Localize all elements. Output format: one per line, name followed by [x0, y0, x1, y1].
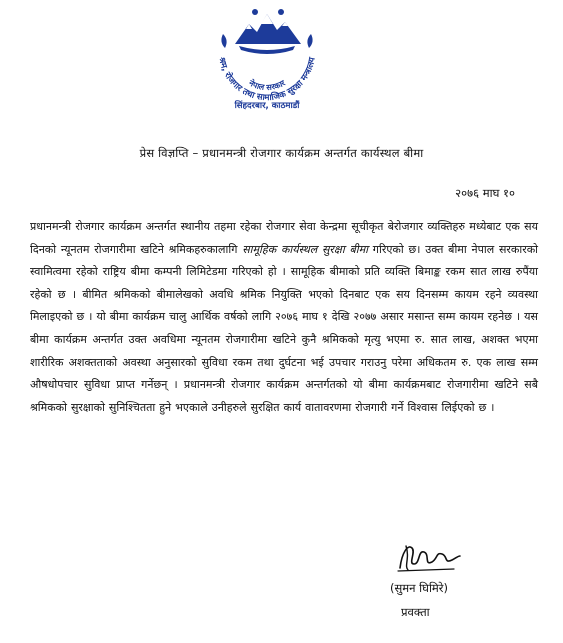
signatory-name: (सुमन घिमिरे) — [390, 581, 448, 595]
emblem-government-text: नेपाल सरकार — [247, 78, 287, 93]
svg-text:श्रम, रोजगार तथा सामाजिक सुरक् — [216, 56, 318, 104]
nepal-government-emblem-icon — [205, 4, 330, 114]
svg-text:नेपाल सरकार — [246, 77, 287, 92]
signatory-title: प्रवक्ता — [401, 605, 430, 619]
body-text-part-2: गरिएको छ। उक्त बीमा नेपाल सरकारको स्वामित्वमा रहेको राष्ट्रिय बीमा कम्पनी लिमिटेडमा गरिएको हो । सामूहिक बीमाको प्रति व्यक्ति बिमाङ्क रकम सात लाख रुपैंया रहेको छ । बीमित श्रमिकको बीमालेखको अवधि श्रमिक नियुक्ति भएको दिनबाट एक सय दिनसम्म कायम रहने व्यवस्था मिलाइएको छ । यो बीमा कार्यक्रम चालु आर्थिक वर्षको लागि २०७६ माघ १ देखि २०७७ असार मसान्त सम्म कायम रहनेछ । यस बीमा कार्यक्रम अन्तर्गत उक्त अवधिमा न्यूनतम रोजगारीमा खटिने कुनै श्रमिकको मृत्यु भएमा रु. सात लाख, अशक्त भएमा शारीरिक अशक्तताको अवस्था अनुसारको सुविधा रकम तथा दुर्घटना भई उपचार गराउनु परेमा अधिकतम रु. एक लाख सम्म औषधोपचार सुविधा प्राप्त गर्नेछन् । प्रधानमन्त्री रोजगार कार्यक्रम अन्तर्गतको यो बीमा कार्यक्रमबाट रोजगारीमा खटिने सबै श्रमिकको सुरक्षाको सुनिश्चितता हुने भएकाले उनीहरुले सुरक्षित कार्य वातावरणमा रोजगारी गर्ने विश्वास लिईएको छ । — [30, 242, 539, 414]
emblem-ring-text: श्रम, रोजगार तथा सामाजिक सुरक्षा मन्त्रालय — [216, 56, 318, 104]
release-date: २०७६ माघ १० — [455, 186, 515, 200]
emblem-location-text: सिंहदरबार, काठमाडौं — [234, 101, 300, 111]
signature-icon — [394, 538, 464, 574]
body-text-part-1: प्रधानमन्त्री रोजगार कार्यक्रम अन्तर्गत स्थानीय तहमा रहेका रोजगार सेवा केन्द्रमा सूचीकृत बेरोजगार व्यक्तिहरु मध्येबाट एक सय दिनको न्यूनतम रोजगारीमा खटिने श्रमिकहरुकालागि — [30, 220, 538, 256]
body-text-italic-insurance-name: सामूहिक कार्यस्थल सुरक्षा बीमा — [242, 242, 369, 256]
press-release-body — [30, 216, 538, 419]
press-release-headline: प्रेस विज्ञप्ति – प्रधानमन्त्री रोजगार कार्यक्रम अन्तर्गत कार्यस्थल बीमा — [139, 146, 424, 160]
